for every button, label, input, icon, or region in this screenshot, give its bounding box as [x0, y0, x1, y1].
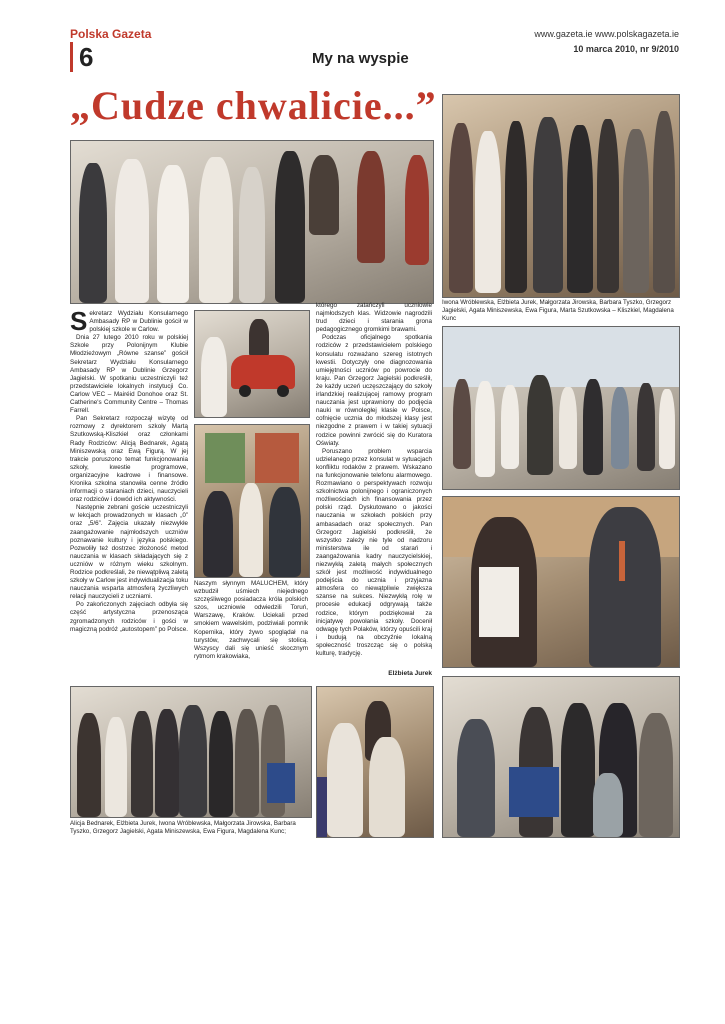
article-column-1 — [70, 310, 188, 660]
page-number: 6 — [70, 42, 93, 72]
paragraph: ekretarz Wydziału Konsularnego Ambasady RP w Dublinie gościł w polskiej szkole w Carlow. — [89, 310, 188, 334]
photo-children-performance — [70, 140, 434, 304]
paragraph: Pan Sekretarz rozpoczął wizytę od rozmowy z dyrektorem szkoły Martą Szutkowską-Kliszkiel oraz członkami Rady Rodziców: Alicją Bednarek, Agatą Miniszewską oraz Ewą Figurą. W jej trakcie poruszono temat funkcjonowania szkoły, kwestie programowe, organizacyjne kadrowe i finansowe. Kronika szkolna stanowiła cenne źródło informacji o staraniach dzieci, nauczycieli oraz rodziców i dowód ich aktywności. — [70, 415, 188, 504]
paragraph: Poruszano problem wsparcia udzielanego przez konsulat w sytuacjach konfliktu rodaków z prawem. Wskazano na funkcjonowanie telefonu alarmowego. Rozmawiano o perspektywach rozwoju szkolnictwa polonijnego i ograniczonych możliwościach ich finansowania przez polski rząd. Dyskutowano o jakości nauczania w szkołach polskich przy ambasadach oraz społecznych. Pan Grzegorz Jagielski podkreślił, że wszystko zależy nie tyle od nadzoru ministerstwa ile od starań i zaangażowania kadry nauczycielskiej, niezwykłą zaletą małych społecznych szkół jest możliwość indywidualnego podejścia do ucznia i przyjazna atmosfera co niewątpliwie zwiększa szanse na sukces. Niezwykłą rolę w procesie edukacji odgrywają także rodzice, którym podziękował za inicjatywę powołania szkoły. Docenił odwagę tych Polaków, którzy opuścili kraj i budują na obczyźnie lokalną społeczność troszcząc się o polską kulturę, tradycję. — [316, 447, 432, 658]
paragraph: Po zakończonych zajęciach odbyła się część artystyczna przenosząca zgromadzonych rodziców i gości w magiczną podróż „autostopem” po Polsce. — [70, 601, 188, 633]
paragraph: Naszym słynnym MALUCHEM, który wzbudził uśmiech niejednego szczęśliwego posiadacza króla polskich szos, uczniowie odwiedzili Toruń, Warszawę, Kraków. Uciekali przed smokiem wawelskim, podziwiali pomnik Kopernika, który żywo spoglądał na turystów, zachwycali się stolicą. Wszyscy dali się unieść skocznym rytmom krakowiaka, — [194, 580, 308, 660]
photo-children-posters — [194, 424, 310, 578]
article-column-2 — [194, 580, 308, 660]
masthead: Polska Gazeta — [70, 27, 152, 41]
section-title: My na wyspie — [312, 50, 409, 67]
site-urls: www.gazeta.ie www.polskagazeta.ie — [534, 29, 679, 39]
photo-boy-flowers — [316, 686, 434, 838]
photo-handshake — [442, 496, 680, 668]
photo-group-bottom — [70, 686, 312, 818]
photo-audience — [442, 676, 680, 838]
caption-bottom-left: Alicja Bednarek, Elżbieta Jurek, Iwona Wróblewska, Małgorzata Jirowska, Barbara Tyszko, Grzegorz Jagielski, Agata Miniszewska, Ewa Figura, Magdalena Kunc; — [70, 820, 296, 835]
paragraph: Dnia 27 lutego 2010 roku w polskiej Szkole przy Polonijnym Klubie Młodzieżowym „Równe szanse” gościł Sekretarz Wydziału Konsularnego Ambasady RP w Dublinie Grzegorz Jagielski. W spotkaniu uczestniczyli też przedstawiciele lokalnych instytucji Co. Carlow VEC – Mairéid Donohoe oraz St. Catherine's Community Centre – Thomas Farrell. — [70, 334, 188, 415]
photo-group-consulate — [442, 94, 680, 298]
article-column-3 — [316, 302, 432, 668]
drop-cap: S — [70, 310, 88, 336]
paragraph: Podczas oficjalnego spotkania rodziców z przedstawicielem polskiego konsulatu rozważano szereg istotnych kwestii. Dotyczyły one diagnozowania umiejętności uczniów po powrocie do kraju. Pan Grzegorz Jagielski podkreślił, że każdy uczeń uczęszczający do szkoły irlandzkiej realizującej ramowy program nauczania jest uprawniony do podjęcia nauki w równoległej klasie w Polsce, cofnięcie ucznia do młodszej klasy jest niezgodne z prawem i w takiej sytuacji rodzice powinni zwrócić się do Kuratora Oświaty. — [316, 334, 432, 447]
headline: „Cudze chwalicie...” — [70, 83, 437, 128]
photo-classroom-dance — [442, 326, 680, 490]
paragraph: którego zatańczyli uczniowie najmłodszych klas. Widzowie nagrodzili trud dzieci i starania grona pedagogicznego gromkimi brawami. — [316, 302, 432, 334]
caption-top-right: Iwona Wróblewska, Elżbieta Jurek, Małgorzata Jirowska, Barbara Tyszko, Grzegorz Jagielski, Agata Miniszewska, Ewa Figura, Marta Szutkowska – Kliszkiel, Magdalena Kunc — [442, 299, 674, 322]
photo-maluch-car — [194, 310, 310, 418]
paragraph: Następnie zebrani goście uczestniczyli w lekcjach prowadzonych w klasach „0” oraz „5/6”. Zajęcia ukazały niezwykłe zaangażowanie najmłodszych uczniów poznawanie kultury i języka polskiego. Pozwoliły też dostrzec złożoność metod nauczania w klasach składających się z uczniów w różnym wieku szkolnym. Rodzice podkreślali, że niewątpliwą zaletą szkoły w Carlow jest indywidualizacja toku nauczania wsparta atmosferą życzliwych relacji nauczycieli z uczniami. — [70, 504, 188, 601]
article-author: Elżbieta Jurek — [388, 670, 432, 677]
issue-date: 10 marca 2010, nr 9/2010 — [573, 44, 679, 54]
